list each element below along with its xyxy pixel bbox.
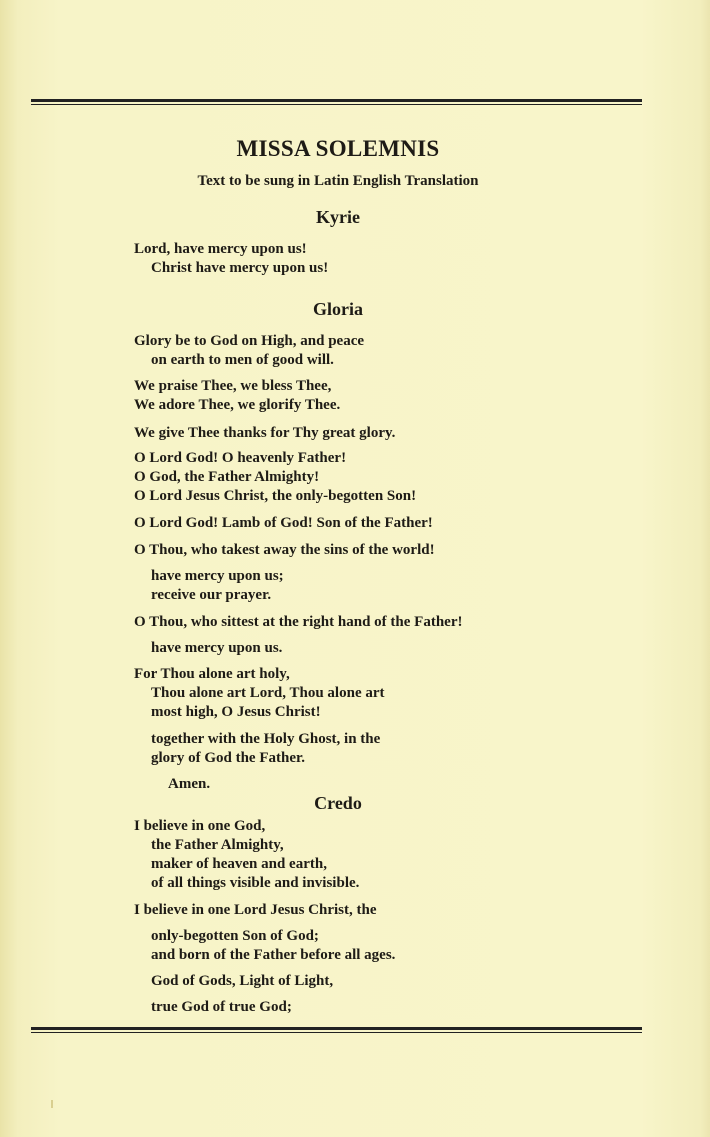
gloria-line: We give Thee thanks for Thy great glory. [134,425,396,441]
kyrie-line: Lord, have mercy upon us! [134,241,307,257]
gloria-line: O God, the Father Almighty! [134,469,320,485]
credo-line: I believe in one Lord Jesus Christ, the [134,902,377,918]
gloria-line: We adore Thee, we glorify Thee. [134,397,341,413]
gloria-line: have mercy upon us. [151,640,283,656]
gloria-line: Thou alone art Lord, Thou alone art [151,685,385,701]
gloria-line: together with the Holy Ghost, in the [151,731,381,747]
credo-line: of all things visible and invisible. [151,875,360,891]
gloria-line: glory of God the Father. [151,750,306,766]
credo-line: I believe in one God, [134,818,266,834]
page-title: MISSA SOLEMNIS [236,136,440,161]
gloria-line: O Lord God! Lamb of God! Son of the Father! [134,515,433,531]
kyrie-heading: Kyrie [316,207,360,227]
gloria-heading: Gloria [313,299,363,319]
credo-line: only-begotten Son of God; [151,928,319,944]
gloria-line: O Thou, who takest away the sins of the world! [134,542,435,558]
credo-line: the Father Almighty, [151,837,284,853]
gloria-line: receive our prayer. [151,587,272,603]
bottom-double-rule [31,1027,642,1034]
kyrie-line: Christ have mercy upon us! [151,260,329,276]
gloria-line: Glory be to God on High, and peace [134,333,365,349]
credo-line: God of Gods, Light of Light, [151,973,334,989]
gloria-line: have mercy upon us; [151,568,284,584]
credo-line: maker of heaven and earth, [151,856,327,872]
gloria-line: O Lord Jesus Christ, the only-begotten Son! [134,488,417,504]
gloria-line: O Lord God! O heavenly Father! [134,450,347,466]
gloria-line: We praise Thee, we bless Thee, [134,378,332,394]
gloria-line: most high, O Jesus Christ! [151,704,321,720]
gloria-line: For Thou alone art holy, [134,666,290,682]
gloria-line: O Thou, who sittest at the right hand of the Father! [134,614,463,630]
amen-line: Amen. [168,776,211,792]
credo-line: and born of the Father before all ages. [151,947,396,963]
paper-speck [51,1100,53,1108]
credo-line: true God of true God; [151,999,292,1015]
credo-heading: Credo [314,793,362,813]
top-double-rule [31,99,642,106]
page-subtitle: Text to be sung in Latin English Translation [197,173,479,189]
gloria-line: on earth to men of good will. [151,352,334,368]
